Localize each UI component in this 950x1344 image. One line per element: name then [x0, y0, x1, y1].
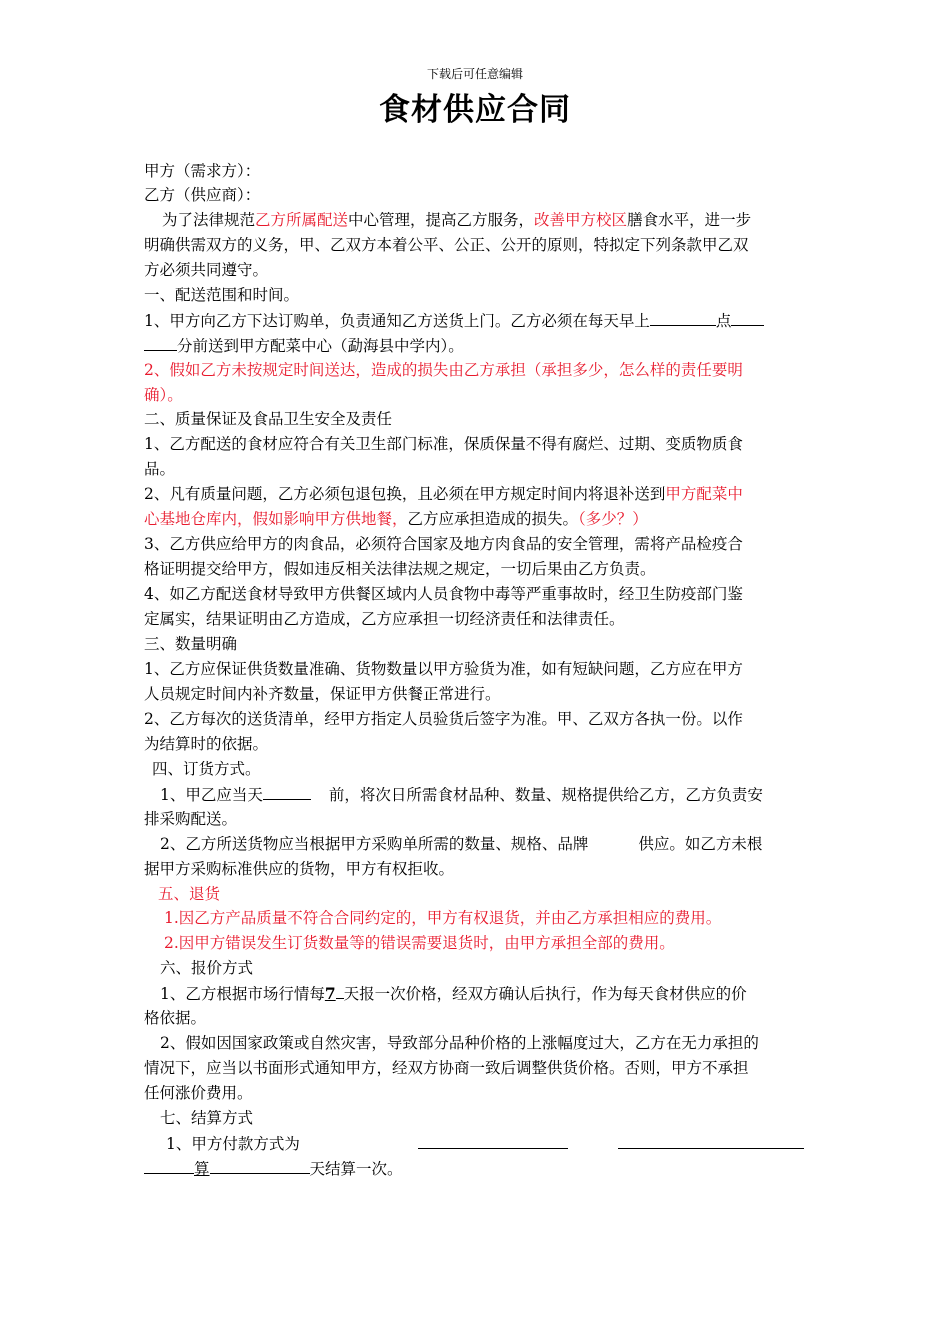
- clause-text: 前，将次日所需食材品种、数量、规格提供给乙方，乙方负责安: [328, 786, 763, 804]
- intro-highlight: 改善甲方校区: [534, 211, 628, 229]
- clause-text: 点: [715, 312, 732, 330]
- section-heading-text: 六、报价方式: [160, 959, 254, 977]
- blank-field: [144, 333, 177, 351]
- s3-item-2-line: 2、乙方每次的送货清单，经甲方指定人员验货后签字为准。甲、乙双方各执一份。以作: [144, 710, 743, 728]
- clause-text: 1、甲方付款方式为: [166, 1135, 300, 1153]
- s6-item-1-line: [144, 981, 824, 1007]
- blank-field: [336, 981, 344, 999]
- s3-item-2-cont: 为结算时的依据。: [144, 735, 269, 753]
- s2-item-3-line: 3、乙方供应给甲方的肉食品，必须符合国家及地方肉食品的安全管理，需将产品检疫合: [144, 535, 743, 553]
- clause-highlight: 甲方配菜中: [665, 485, 743, 503]
- s5-item-2-line: [144, 931, 824, 956]
- intro-line-3: 方必须共同遵守。: [144, 261, 269, 279]
- s1-item-2-line: 2、假如乙方未按规定时间送达，造成的损失由乙方承担（承担多少，怎么样的责任要明: [144, 361, 743, 379]
- clause-text: 天结算一次。: [309, 1160, 403, 1178]
- blank-field: [618, 1131, 804, 1149]
- intro-text: 中心管理，提高乙方服务，: [348, 211, 535, 229]
- clause-highlight: 心基地仓库内，: [144, 510, 253, 528]
- s2-item-2-cont: [144, 507, 824, 532]
- s6-item-2-cont: 情况下，应当以书面形式通知甲方，经双方协商一致后调整供货价格。否则，甲方不承担: [144, 1059, 749, 1077]
- section-heading-text: 七、结算方式: [160, 1109, 254, 1127]
- intro-highlight: 乙方所属配送: [255, 211, 349, 229]
- blank-field: [210, 1156, 310, 1174]
- blank-field: [418, 1131, 568, 1149]
- s2-item-2-line: [144, 482, 824, 507]
- clause-text: 2.因甲方错误发生订货数量等的错误需要退货时，由甲方承担全部的费用。: [164, 934, 675, 952]
- s5-item-1-line: [144, 906, 824, 931]
- s6-item-2-cont2: 任何涨价费用。: [144, 1084, 253, 1102]
- party-b-line: 乙方（供应商）：: [144, 186, 261, 204]
- s3-item-1-cont: 人员规定时间内补齐数量，保证甲方供餐正常进行。: [144, 685, 501, 703]
- clause-text: 1、乙方根据市场行情每: [160, 985, 325, 1003]
- clause-text: 1、甲方向乙方下达订购单，负责通知乙方送货上门。乙方必须在每天早上: [144, 312, 650, 330]
- s1-item-1-cont: [144, 333, 824, 359]
- section-heading-text: 四、订货方式。: [152, 760, 261, 778]
- s1-item-2-cont: 确）。: [144, 386, 183, 404]
- intro-line-1: [144, 208, 824, 233]
- section-5-heading: [144, 882, 824, 907]
- blank-field: [144, 1156, 194, 1174]
- s2-item-1-cont: 品。: [144, 460, 176, 478]
- intro-line-2: 明确供需双方的义务，甲、乙双方本着公平、公正、公开的原则，特拟定下列条款甲乙双: [144, 236, 749, 254]
- section-2-heading: 二、质量保证及食品卫生安全及责任: [144, 410, 393, 428]
- s1-item-1-line: [144, 308, 824, 334]
- s4-item-2-cont: 据甲方采购标准供应的货物，甲方有权拒收。: [144, 860, 455, 878]
- s4-item-1-cont: 排采购配送。: [144, 810, 238, 828]
- s7-item-1-line: [144, 1131, 824, 1157]
- clause-text: 供应。如乙方未根: [638, 835, 763, 853]
- s4-item-1-line: [144, 782, 824, 808]
- s2-item-4-line: 4、如乙方配送食材导致甲方供餐区域内人员食物中毒等严重事故时，经卫生防疫部门鉴: [144, 585, 743, 603]
- document-title: 食材供应合同: [379, 92, 571, 128]
- s6-item-1-cont: 格依据。: [144, 1009, 207, 1027]
- intro-text: 膳食水平，进一步: [627, 211, 752, 229]
- blank-field: [650, 308, 716, 326]
- clause-text: 天报一次价格，经双方确认后执行，作为每天食材供应的价: [343, 985, 747, 1003]
- clause-text: 乙方应承担造成的损失。: [407, 510, 579, 528]
- clause-text: 2、凡有质量问题，乙方必须包退包换，且必须在甲方规定时间内将退补送到: [144, 485, 666, 503]
- page-header: 下载后可任意编辑: [426, 67, 523, 81]
- clause-text: 分前送到甲方配菜中心（勐海县中学内）。: [177, 337, 464, 355]
- clause-text: 2、假如因国家政策或自然灾害，导致部分品种价格的上涨幅度过大，乙方在无力承担的: [160, 1034, 759, 1052]
- s6-item-2-line: [144, 1031, 824, 1056]
- section-4-heading: [144, 757, 824, 782]
- clause-text: 1.因乙方产品质量不符合合同约定的，甲方有权退货，并由乙方承担相应的费用。: [164, 909, 722, 927]
- intro-text: 为了法律规范: [162, 211, 256, 229]
- s2-item-4-cont: 定属实，结果证明由乙方造成，乙方应承担一切经济责任和法律责任。: [144, 610, 625, 628]
- clause-text: 算: [194, 1160, 210, 1178]
- blank-field: [731, 308, 764, 326]
- clause-text: 2、乙方所送货物应当根据甲方采购单所需的数量、规格、品牌: [160, 835, 589, 853]
- clause-highlight: （多少？）: [578, 510, 648, 528]
- s4-item-2-line: [144, 832, 824, 857]
- section-6-heading: [144, 956, 824, 981]
- clause-text: 1、甲乙应当天: [160, 786, 263, 804]
- section-heading-text: 五、退货: [158, 885, 221, 903]
- s2-item-3-cont: 格证明提交给甲方，假如违反相关法律法规之规定，一切后果由乙方负责。: [144, 560, 656, 578]
- clause-highlight: 假如影响甲方供地餐，: [252, 510, 408, 528]
- price-interval-days: 7: [324, 984, 336, 1003]
- blank-field: [263, 782, 311, 800]
- section-7-heading: [144, 1106, 824, 1131]
- party-a-line: 甲方（需求方）：: [144, 162, 261, 180]
- s3-item-1-line: 1、乙方应保证供货数量准确、货物数量以甲方验货为准，如有短缺问题，乙方应在甲方: [144, 660, 743, 678]
- section-3-heading: 三、数量明确: [144, 635, 238, 653]
- s2-item-1-line: 1、乙方配送的食材应符合有关卫生部门标准，保质保量不得有腐烂、过期、变质物质食: [144, 435, 743, 453]
- section-1-heading: 一、配送范围和时间。: [144, 286, 300, 304]
- s7-item-1-cont: [144, 1156, 824, 1182]
